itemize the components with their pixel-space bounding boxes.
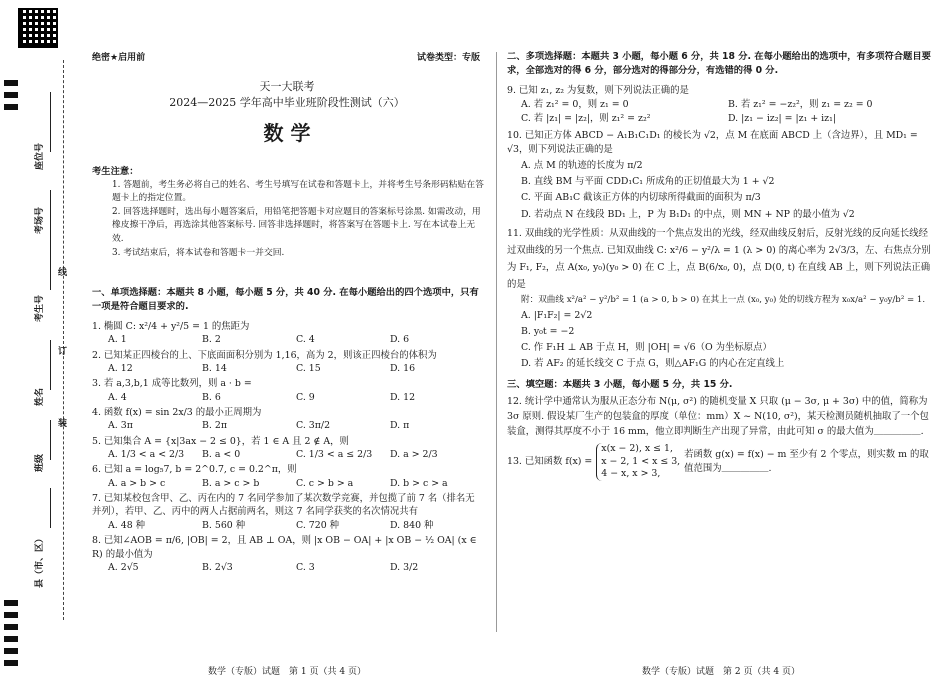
option-b[interactable]: B. 若 z₁² = −z₂²，则 z₁ = z₂ = 0 bbox=[728, 99, 873, 111]
option-c[interactable]: C. 1/3 < a ≤ 2/3 bbox=[296, 449, 373, 461]
option-d[interactable]: D. a > 2/3 bbox=[390, 449, 438, 461]
page-2 bbox=[507, 0, 935, 688]
option-d[interactable]: D. π bbox=[390, 420, 410, 432]
option-a[interactable]: A. a > b > c bbox=[108, 477, 166, 489]
question-7: 7. 已知某校包含甲、乙、丙在内的 7 名同学参加了某次数学竞赛，并包揽了前 7 名（排名无并列），若甲、乙、丙中的两人占据前两名，则这 7 名同学获奖的名次情况共有 A. 48 种 B. 560 种 C. 720 种 D. 840 种 bbox=[92, 492, 484, 532]
notice-item: 2. 回答选择题时，选出每小题答案后，用铅笔把答题卡对应题目的答案标号涂黑. 如需改动，用橡皮擦干净后，再选涂其他答案标号. 回答非选择题时，将答案写在答题卡上. 写在本试卷上无效. bbox=[112, 206, 481, 245]
question-list bbox=[92, 320, 484, 574]
option-b[interactable]: B. 14 bbox=[202, 363, 227, 375]
exam-room-field[interactable]: 考场号 bbox=[35, 206, 45, 234]
county-field[interactable]: 县（市、区） bbox=[35, 533, 45, 588]
question-3: 3. 若 a,3,b,1 成等比数列，则 a · b = A. 4 B. 6 C. 9 D. 12 bbox=[92, 377, 484, 404]
question-9: 9. 已知 z₁, z₂ 为复数，则下列说法正确的是 A. 若 z₁² = 0，则 z₁ = 0 B. 若 z₁² = −z₂²，则 z₁ = z₂ = 0 C. 若 |z₁| = |z₂|，则 z₁² = z₂² D. |z₁ − iz₂| = |z₁ + iz₁| bbox=[507, 84, 935, 126]
notice-item: 1. 答题前，考生务必将自己的姓名、考生号填写在试卷和答题卡上，并将考生号条形码粘贴在答题卡上的指定位置。 bbox=[112, 179, 484, 204]
option-d[interactable]: D. 6 bbox=[390, 334, 410, 346]
option-c[interactable]: C. 15 bbox=[296, 363, 321, 375]
binding-mark-staple: 订 bbox=[58, 347, 68, 357]
notice-item: 3. 考试结束后，将本试卷和答题卡一并交回. bbox=[112, 247, 285, 258]
question-2: 2. 已知某正四棱台的上、下底面面积分别为 1,16，高为 2，则该正四棱台的体积为 A. 12 B. 14 C. 15 D. 16 bbox=[92, 349, 484, 376]
option-b[interactable]: B. 2π bbox=[202, 420, 227, 432]
option-c[interactable]: C. 9 bbox=[296, 391, 315, 403]
question-8: 8. 已知∠AOB = π/6, |OB| = 2，且 AB ⊥ OA，则 |x OB − OA| + |x OB − ½ OA| (x ∈ R) 的最小值为 A. 2√5 B. 2√3 C. 3 D. 3/2 bbox=[92, 534, 484, 574]
name-field[interactable]: 姓名 bbox=[35, 387, 45, 406]
page-1 bbox=[88, 0, 486, 688]
section-3-heading: 三、填空题：本题共 3 小题，每小题 5 分，共 15 分. bbox=[507, 378, 733, 390]
piecewise-case: x − 2, 1 < x ≤ 3, bbox=[601, 455, 681, 467]
option-b[interactable]: B. 560 种 bbox=[202, 519, 246, 531]
exam-title: 2024—2025 学年高中毕业班阶段性测试（六） bbox=[169, 96, 405, 109]
option-c[interactable]: C. 若 |z₁| = |z₂|，则 z₁² = z₂² bbox=[521, 113, 651, 125]
subject-title: 数 学 bbox=[263, 121, 311, 145]
notice-block bbox=[92, 166, 484, 260]
section-1-heading: 一、单项选择题：本题共 8 小题，每小题 5 分，共 40 分. 在每小题给出的四个选项中，只有一项是符合题目要求的. bbox=[92, 287, 479, 312]
question-11: 11. 双曲线的光学性质：从双曲线的一个焦点发出的光线，经双曲线反射后，反射光线的反向延长线经过双曲线的另一个焦点. 已知双曲线 C: x²/6 − y²/λ = 1 (λ > 0) 的离心率为 2√3/3，左、右焦点分别为 F₁, F₂，点 A(x₀, y₀)(y₀ > 0) 在 C 上，点 B(6/x₀, 0)，点 D(0, t) 在直线 AB 上，则下列说法正确的是 附：双曲线 x²/a² − y²/b² = 1 (a > 0, b > 0) 在其上一点 (x₀, y₀) 处的切线方程为 x₀x/a² − y₀y/b² = 1. A. |F₁F₂| = 2√2 B. y₀t = −2 C. 作 F₁H ⊥ AB 于点 H，则 |OH| = √6（O 为坐标原点） D. 若 AF₂ 的延长线交 C 于点 G，则△AF₁G 的内心在定直线上 bbox=[507, 226, 935, 371]
option-d[interactable]: D. 12 bbox=[390, 391, 416, 403]
option-c[interactable]: C. 作 F₁H ⊥ AB 于点 H，则 |OH| = √6（O 为坐标原点） bbox=[521, 341, 772, 353]
binding-strip bbox=[0, 0, 68, 688]
question-1: 1. 椭圆 C: x²/4 + y²/5 = 1 的焦距为 A. 1 B. 2 C. 4 D. 6 bbox=[92, 320, 484, 347]
option-b[interactable]: B. a > c > b bbox=[202, 477, 260, 489]
option-a[interactable]: A. 12 bbox=[108, 363, 133, 375]
option-c[interactable]: C. 4 bbox=[296, 334, 315, 346]
option-d[interactable]: D. 若动点 N 在线段 BD₁ 上，P 为 B₁D₁ 的中点，则 MN + NP 的最小值为 √2 bbox=[521, 208, 855, 220]
question-4: 4. 函数 f(x) = sin 2x/3 的最小正周期为 A. 3π B. 2π C. 3π/2 D. π bbox=[92, 406, 484, 433]
option-c[interactable]: C. 3π/2 bbox=[296, 420, 331, 432]
section-2-heading: 二、多项选择题：本题共 3 小题，每小题 6 分，共 18 分. 在每小题给出的选项中，有多项符合题目要求，全部选对的得 6 分，部分选对的得部分分，有选错的得 0 分. bbox=[507, 51, 931, 76]
option-b[interactable]: B. 2√3 bbox=[202, 561, 233, 573]
option-d[interactable]: D. 840 种 bbox=[390, 519, 434, 531]
confidential-label: 绝密★启用前 bbox=[92, 53, 146, 63]
page-2-footer: 数学（专版）试题 第 2 页（共 4 页） bbox=[642, 667, 800, 677]
option-c[interactable]: C. 平面 AB₁C 截该正方体的内切球所得截面的面积为 π/3 bbox=[521, 192, 761, 204]
page-2-questions bbox=[507, 84, 935, 481]
binding-mark-bind: 装 bbox=[58, 419, 68, 429]
option-a[interactable]: A. 48 种 bbox=[108, 519, 146, 531]
option-c[interactable]: C. 720 种 bbox=[296, 519, 340, 531]
question-10: 10. 已知正方体 ABCD − A₁B₁C₁D₁ 的棱长为 √2，点 M 在底面 ABCD 上（含边界），且 MD₁ = √3，则下列说法正确的是 A. 点 M 的轨迹的长度为 π/2 B. 直线 BM 与平面 CDD₁C₁ 所成角的正切值最大为 1 + √2 C. 平面 AB₁C 截该正方体的内切球所得截面的面积为 π/3 D. 若动点 N 在线段 BD₁ 上，P 为 B₁D₁ 的中点，则 MN + NP 的最小值为 √2 bbox=[507, 129, 935, 223]
notice-title: 考生注意： bbox=[92, 166, 139, 177]
candidate-number-field[interactable]: 考生号 bbox=[35, 294, 45, 322]
seat-number-field[interactable]: 座位号 bbox=[35, 142, 45, 170]
option-a[interactable]: A. 1 bbox=[108, 334, 127, 346]
option-d[interactable]: D. 3/2 bbox=[390, 561, 419, 573]
piecewise-case: 4 − x, x > 3, bbox=[601, 468, 661, 480]
org-name: 天一大联考 bbox=[259, 80, 315, 93]
class-field[interactable]: 班级 bbox=[35, 453, 45, 472]
binding-mark-line: 线 bbox=[58, 268, 68, 278]
paper-type-label: 试卷类型：专版 bbox=[416, 53, 480, 63]
option-a[interactable]: A. 3π bbox=[108, 420, 133, 432]
barcode-bars-bottom bbox=[4, 600, 18, 672]
option-d[interactable]: D. |z₁ − iz₂| = |z₁ + iz₁| bbox=[728, 113, 837, 125]
question-6: 6. 已知 a = log₅7, b = 2^0.7, c = 0.2^π，则 A. a > b > c B. a > c > b C. c > b > a D. b > c > a bbox=[92, 463, 484, 490]
option-a[interactable]: A. 点 M 的轨迹的长度为 π/2 bbox=[521, 159, 643, 171]
option-d[interactable]: D. 16 bbox=[390, 363, 416, 375]
option-b[interactable]: B. y₀t = −2 bbox=[521, 325, 575, 337]
option-b[interactable]: B. 2 bbox=[202, 334, 221, 346]
option-d[interactable]: D. b > c > a bbox=[390, 477, 448, 489]
question-12: 12. 统计学中通常认为服从正态分布 N(μ, σ²) 的随机变量 X 只取 (μ − 3σ, μ + 3σ) 中的值，简称为 3σ 原则. 假设某厂生产的包装盒的厚度（单位：mm）X ~ N(10, σ²)，某天检测员随机抽取了一个包装盒，测得其厚度不小于 16 mm，他立即判断生产出现了异常，由此可知 σ 的最大值为＿＿＿＿＿. bbox=[507, 395, 929, 437]
option-a[interactable]: A. 1/3 < a < 2/3 bbox=[108, 449, 185, 461]
barcode-bars-top bbox=[4, 80, 18, 116]
option-c[interactable]: C. c > b > a bbox=[296, 477, 354, 489]
piecewise-case: x(x − 2), x ≤ 1, bbox=[601, 442, 673, 454]
question-5: 5. 已知集合 A = {x|3ax − 2 ≤ 0}，若 1 ∈ A 且 2 ∉ A，则 A. 1/3 < a < 2/3 B. a < 0 C. 1/3 < a ≤ 2/3 D. a > 2/3 bbox=[92, 435, 484, 462]
option-b[interactable]: B. 直线 BM 与平面 CDD₁C₁ 所成角的正切值最大为 1 + √2 bbox=[521, 176, 775, 187]
q11-note: 附：双曲线 x²/a² − y²/b² = 1 (a > 0, b > 0) 在其上一点 (x₀, y₀) 处的切线方程为 x₀x/a² − y₀y/b² = 1. bbox=[521, 295, 926, 306]
page-1-footer: 数学（专版）试题 第 1 页（共 4 页） bbox=[208, 667, 366, 677]
question-13: 13. 已知函数 f(x) = x(x − 2), x ≤ 1, x − 2, 1 < x ≤ 3, 4 − x, x > 3, 若函数 g(x) = f(x) − m 至少有 2 个零点，则实数 m 的取值范围为＿＿＿＿＿. bbox=[507, 442, 929, 480]
option-a[interactable]: A. 4 bbox=[108, 391, 127, 403]
page-divider bbox=[496, 52, 497, 632]
option-c[interactable]: C. 3 bbox=[296, 561, 315, 573]
option-a[interactable]: A. |F₁F₂| = 2√2 bbox=[521, 309, 593, 321]
option-a[interactable]: A. 若 z₁² = 0，则 z₁ = 0 bbox=[521, 99, 629, 111]
option-b[interactable]: B. 6 bbox=[202, 391, 221, 403]
qr-code-icon bbox=[18, 8, 58, 48]
option-d[interactable]: D. 若 AF₂ 的延长线交 C 于点 G，则△AF₁G 的内心在定直线上 bbox=[521, 357, 785, 369]
option-a[interactable]: A. 2√5 bbox=[108, 561, 139, 573]
option-b[interactable]: B. a < 0 bbox=[202, 449, 241, 461]
